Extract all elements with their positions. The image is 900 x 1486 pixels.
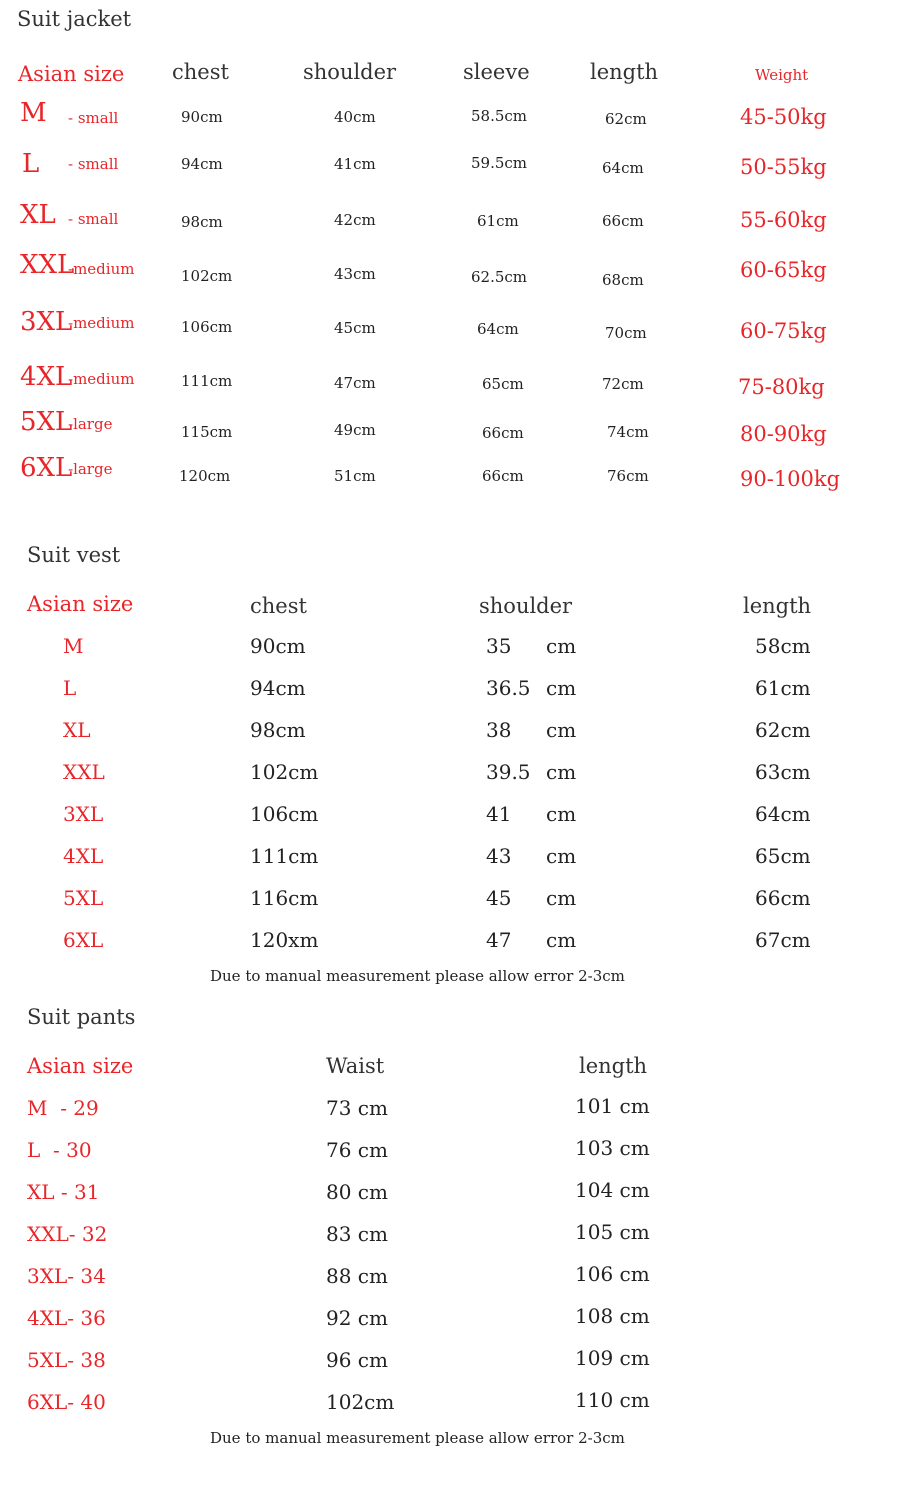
vest-row-chest: 102cm	[250, 760, 319, 784]
vest-row-chest: 120xm	[250, 928, 319, 952]
jacket-row-size: XXL	[20, 250, 75, 280]
jacket-row-length: 74cm	[607, 423, 649, 441]
jacket-row-shoulder: 40cm	[334, 108, 376, 126]
pants-row-length: 105 cm	[575, 1220, 650, 1244]
pants-row-size: XXL- 32	[27, 1222, 108, 1246]
vest-header-size: Asian size	[27, 592, 134, 616]
jacket-row-chest: 111cm	[181, 372, 233, 390]
jacket-row-length: 66cm	[602, 212, 644, 230]
jacket-row-sleeve: 64cm	[477, 320, 519, 338]
pants-row-length: 104 cm	[575, 1178, 650, 1202]
pants-row-length: 103 cm	[575, 1136, 650, 1160]
vest-row-shoulder: 36.5	[486, 676, 531, 700]
vest-row-shoulder: 35	[486, 634, 512, 658]
jacket-row-chest: 106cm	[181, 318, 233, 336]
pants-row-length: 109 cm	[575, 1346, 650, 1370]
jacket-header-shoulder: shoulder	[303, 60, 397, 84]
pants-row-size: L - 30	[27, 1138, 92, 1162]
jacket-row-shoulder: 49cm	[334, 421, 376, 439]
vest-row-shoulder: 41	[486, 802, 512, 826]
vest-row-shoulder: 43	[486, 844, 512, 868]
jacket-row-sleeve: 66cm	[482, 424, 524, 442]
jacket-header-weight: Weight	[755, 66, 809, 84]
jacket-row-size: XL	[20, 200, 56, 230]
jacket-header-chest: chest	[172, 60, 229, 84]
jacket-row-shoulder: 51cm	[334, 467, 376, 485]
pants-header-length: length	[579, 1054, 648, 1078]
vest-row-chest: 98cm	[250, 718, 306, 742]
pants-row-waist: 92 cm	[326, 1306, 388, 1330]
vest-row-shoulder: 38	[486, 718, 512, 742]
jacket-row-tag: -large	[68, 460, 113, 478]
pants-row-size: 3XL- 34	[27, 1264, 106, 1288]
jacket-row-chest: 115cm	[181, 423, 233, 441]
pants-row-waist: 102cm	[326, 1390, 395, 1414]
vest-title: Suit vest	[27, 543, 121, 567]
jacket-row-chest: 90cm	[181, 108, 223, 126]
jacket-row-sleeve: 59.5cm	[471, 154, 528, 172]
vest-row-unit: cm	[546, 886, 577, 910]
jacket-row-size: 5XL	[20, 407, 73, 437]
jacket-row-sleeve: 65cm	[482, 375, 524, 393]
pants-row-length: 101 cm	[575, 1094, 650, 1118]
jacket-row-size: 6XL	[20, 453, 73, 483]
pants-row-length: 110 cm	[575, 1388, 650, 1412]
vest-row-unit: cm	[546, 928, 577, 952]
vest-row-unit: cm	[546, 802, 577, 826]
vest-row-size: M	[63, 634, 84, 658]
vest-row-length: 66cm	[755, 886, 811, 910]
jacket-row-tag: - small	[68, 155, 119, 173]
pants-row-length: 106 cm	[575, 1262, 650, 1286]
jacket-row-weight: 55-60kg	[740, 208, 827, 232]
vest-row-size: XXL	[63, 760, 105, 784]
jacket-row-weight: 60-65kg	[740, 258, 827, 282]
jacket-row-chest: 98cm	[181, 213, 223, 231]
jacket-row-shoulder: 45cm	[334, 319, 376, 337]
vest-row-length: 64cm	[755, 802, 811, 826]
jacket-row-weight: 50-55kg	[740, 155, 827, 179]
jacket-row-weight: 80-90kg	[740, 422, 827, 446]
jacket-row-chest: 94cm	[181, 155, 223, 173]
vest-row-unit: cm	[546, 676, 577, 700]
jacket-row-tag: - small	[68, 210, 119, 228]
vest-row-length: 62cm	[755, 718, 811, 742]
pants-row-size: 5XL- 38	[27, 1348, 106, 1372]
jacket-row-shoulder: 47cm	[334, 374, 376, 392]
vest-row-size: 4XL	[63, 844, 104, 868]
pants-measurement-note: Due to manual measurement please allow error 2-3cm	[210, 1429, 625, 1447]
pants-header-size: Asian size	[27, 1054, 134, 1078]
vest-row-length: 63cm	[755, 760, 811, 784]
vest-row-length: 65cm	[755, 844, 811, 868]
vest-header-shoulder: shoulder	[479, 594, 573, 618]
jacket-row-size: M	[20, 98, 47, 128]
vest-row-chest: 90cm	[250, 634, 306, 658]
pants-row-waist: 80 cm	[326, 1180, 388, 1204]
vest-header-length: length	[743, 594, 812, 618]
jacket-row-chest: 102cm	[181, 267, 233, 285]
vest-row-size: XL	[63, 718, 91, 742]
vest-row-length: 61cm	[755, 676, 811, 700]
vest-row-chest: 106cm	[250, 802, 319, 826]
vest-row-shoulder: 39.5	[486, 760, 531, 784]
vest-row-size: 3XL	[63, 802, 104, 826]
jacket-row-weight: 75-80kg	[738, 375, 825, 399]
jacket-row-size: 3XL	[20, 307, 73, 337]
vest-row-chest: 116cm	[250, 886, 319, 910]
vest-row-shoulder: 45	[486, 886, 512, 910]
jacket-row-size: 4XL	[20, 362, 73, 392]
jacket-row-sleeve: 58.5cm	[471, 107, 528, 125]
jacket-row-length: 64cm	[602, 159, 644, 177]
jacket-row-length: 68cm	[602, 271, 644, 289]
jacket-row-tag: - small	[68, 109, 119, 127]
vest-row-size: 5XL	[63, 886, 104, 910]
jacket-row-chest: 120cm	[179, 467, 231, 485]
vest-row-unit: cm	[546, 718, 577, 742]
pants-row-waist: 73 cm	[326, 1096, 388, 1120]
pants-row-size: 4XL- 36	[27, 1306, 106, 1330]
vest-row-unit: cm	[546, 760, 577, 784]
vest-row-length: 67cm	[755, 928, 811, 952]
jacket-row-size: L	[22, 149, 40, 179]
vest-row-unit: cm	[546, 844, 577, 868]
pants-row-size: XL - 31	[27, 1180, 100, 1204]
vest-row-size: 6XL	[63, 928, 104, 952]
pants-row-waist: 88 cm	[326, 1264, 388, 1288]
jacket-row-tag: -medium	[68, 370, 135, 388]
pants-row-length: 108 cm	[575, 1304, 650, 1328]
jacket-row-weight: 90-100kg	[740, 467, 841, 491]
jacket-row-weight: 45-50kg	[740, 105, 827, 129]
jacket-row-tag: -medium	[68, 260, 135, 278]
vest-row-chest: 111cm	[250, 844, 319, 868]
vest-header-chest: chest	[250, 594, 307, 618]
vest-measurement-note: Due to manual measurement please allow error 2-3cm	[210, 967, 625, 985]
jacket-row-shoulder: 43cm	[334, 265, 376, 283]
jacket-row-tag: -large	[68, 415, 113, 433]
jacket-row-length: 62cm	[605, 110, 647, 128]
jacket-title: Suit jacket	[17, 7, 132, 31]
vest-row-size: L	[63, 676, 77, 700]
jacket-row-shoulder: 41cm	[334, 155, 376, 173]
jacket-row-shoulder: 42cm	[334, 211, 376, 229]
pants-title: Suit pants	[27, 1005, 136, 1029]
jacket-row-length: 70cm	[605, 324, 647, 342]
pants-row-waist: 96 cm	[326, 1348, 388, 1372]
pants-header-waist: Waist	[326, 1054, 385, 1078]
pants-row-size: 6XL- 40	[27, 1390, 106, 1414]
jacket-row-tag: -medium	[68, 314, 135, 332]
pants-row-waist: 76 cm	[326, 1138, 388, 1162]
jacket-row-length: 72cm	[602, 375, 644, 393]
pants-row-size: M - 29	[27, 1096, 99, 1120]
jacket-header-sleeve: sleeve	[463, 60, 530, 84]
jacket-row-length: 76cm	[607, 467, 649, 485]
jacket-header-length: length	[590, 60, 659, 84]
vest-row-unit: cm	[546, 634, 577, 658]
jacket-row-sleeve: 61cm	[477, 212, 519, 230]
jacket-header-size: Asian size	[18, 62, 125, 86]
jacket-row-sleeve: 62.5cm	[471, 268, 528, 286]
pants-row-waist: 83 cm	[326, 1222, 388, 1246]
jacket-row-sleeve: 66cm	[482, 467, 524, 485]
jacket-row-weight: 60-75kg	[740, 319, 827, 343]
vest-row-chest: 94cm	[250, 676, 306, 700]
vest-row-length: 58cm	[755, 634, 811, 658]
vest-row-shoulder: 47	[486, 928, 512, 952]
